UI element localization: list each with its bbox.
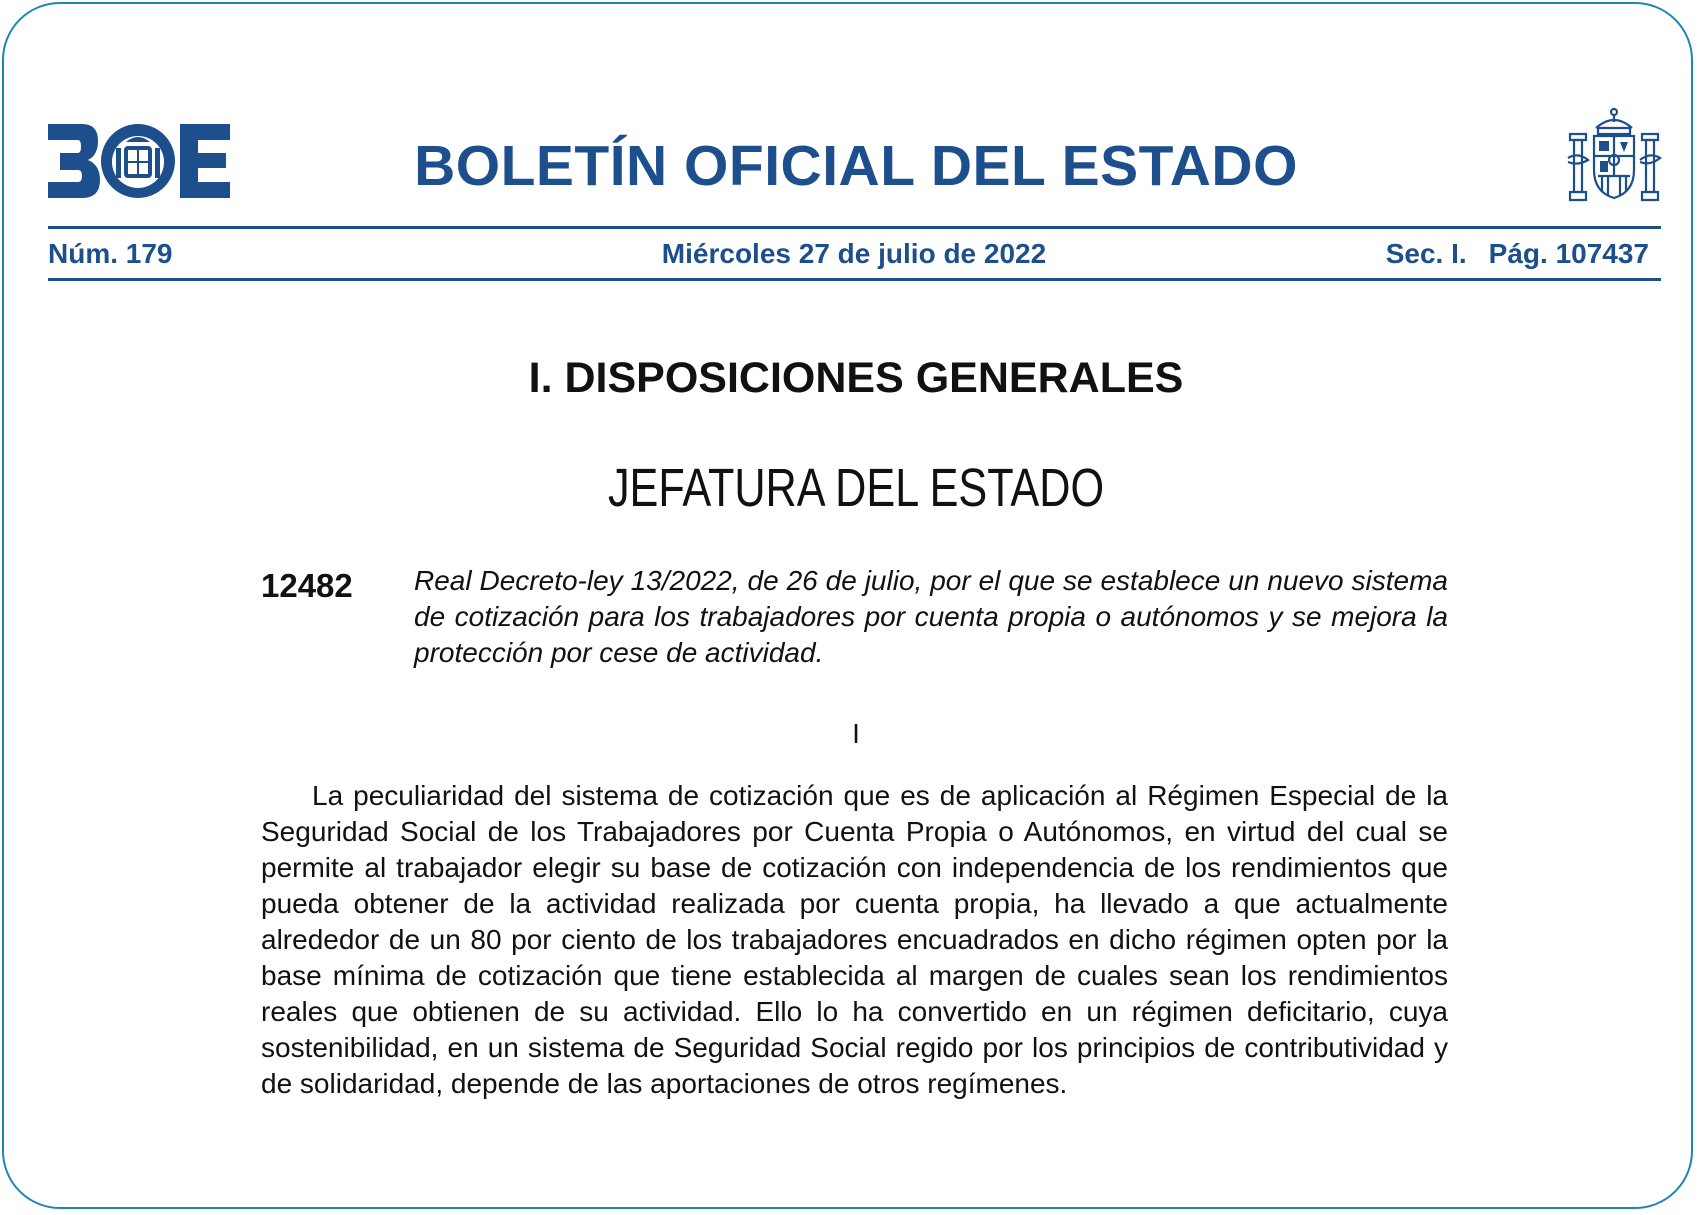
decree-title: Real Decreto-ley 13/2022, de 26 de julio, por el que se establece un nuevo sistema de cotización para los trabajadores por cuenta propia o autónomos y se mejora la protección por cese de actividad. <box>414 565 1448 668</box>
boe-logo <box>48 124 230 198</box>
page-frame <box>2 2 1693 1209</box>
section-label: Sec. I. <box>1385 238 1467 269</box>
issuing-authority: JEFATURA DEL ESTADO <box>607 458 1105 518</box>
issue-number: Núm. 179 <box>48 238 173 269</box>
gazette-title: BOLETÍN OFICIAL DEL ESTADO <box>414 134 1298 198</box>
disposition-number: 12482 <box>261 567 353 604</box>
preamble-part-label: I <box>852 718 860 749</box>
preamble-paragraph: La peculiaridad del sistema de cotización que es de aplicación al Régimen Especial de la Seguridad Social de los Trabajadores por Cuenta Propia o Autónomos, en virtud del cual se permite al trabajador elegir su base de cotización con independencia de los rendimientos que pueda obtener de la actividad realizada por cuenta propia, ha llevado a que actualmente alrededor de un 80 por ciento de los trabajadores encuadrados en dicho régimen opten por la base mínima de cotización que tiene establecida al margen de cuales sean los rendimientos reales que obtienen de su actividad. Ello lo ha convertido en un régimen deficitario, cuya sostenibilidad, en un sistema de Seguridad Social regido por los principios de contributividad y de solidaridad, depende de las aportaciones de otros regímenes. <box>261 780 1448 1099</box>
header-rule-top <box>48 226 1661 229</box>
issue-date: Miércoles 27 de julio de 2022 <box>661 238 1047 269</box>
section-heading: I. DISPOSICIONES GENERALES <box>528 354 1184 402</box>
page-number: Pág. 107437 <box>1488 238 1649 269</box>
section-page-info <box>1386 236 1649 272</box>
header-rule-bottom <box>48 278 1661 281</box>
spain-coat-of-arms-icon <box>1566 104 1662 208</box>
